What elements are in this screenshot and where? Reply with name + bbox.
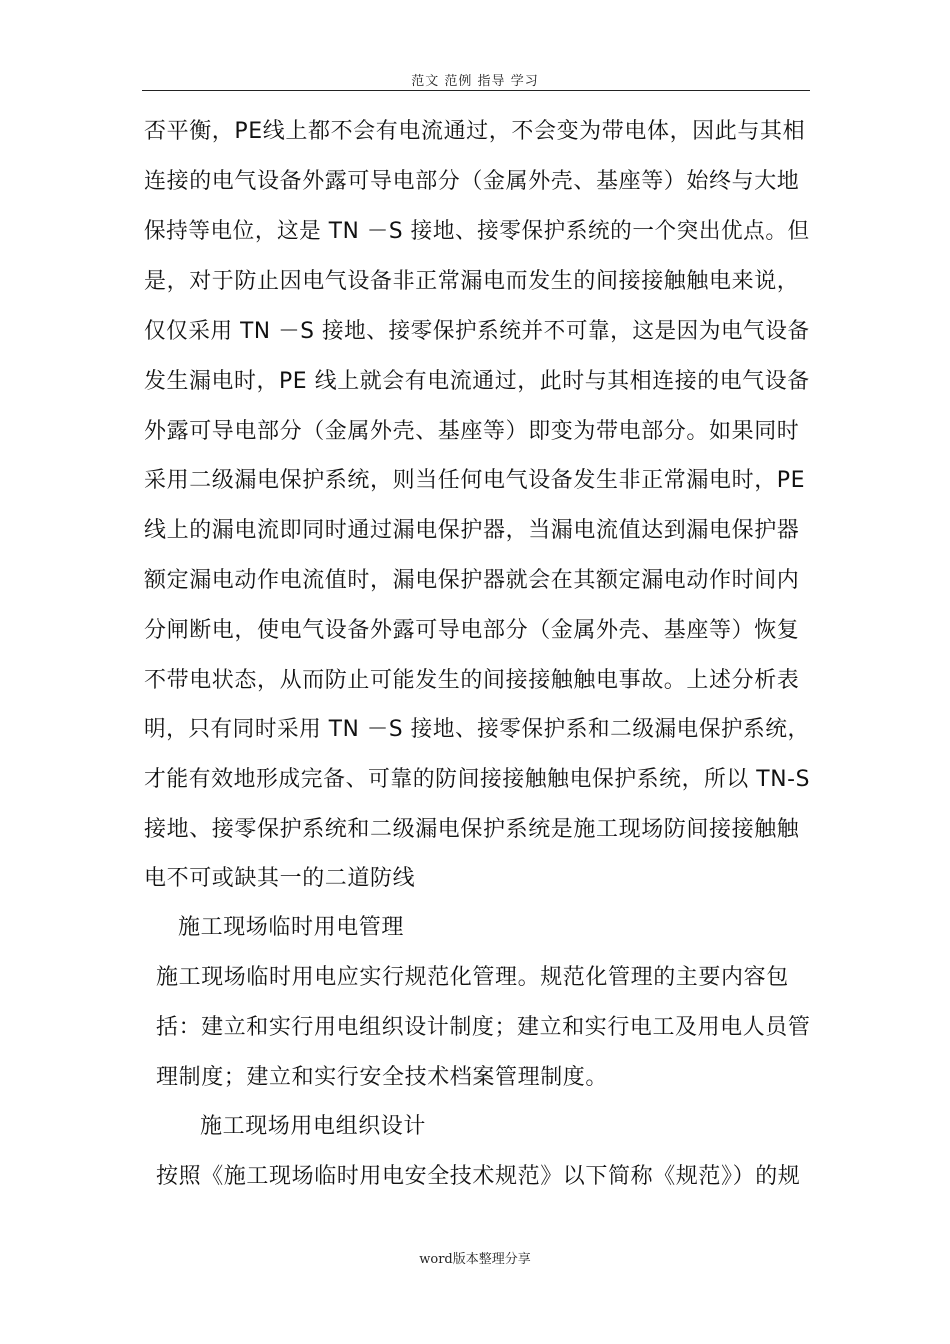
text-line: 明，只有同时采用 TN －S 接地、接零保护系和二级漏电保护系统，	[144, 717, 810, 742]
text-line: 分闸断电，使电气设备外露可导电部分（金属外壳、基座等）恢复	[144, 618, 800, 643]
text-line: 电不可或缺其一的二道防线	[144, 866, 416, 891]
text-line: 外露可导电部分（金属外壳、基座等）即变为带电部分。如果同时	[144, 419, 800, 444]
text-line: 线上的漏电流即同时通过漏电保护器，当漏电流值达到漏电保护器	[144, 518, 800, 543]
text-line: 不带电状态，从而防止可能发生的间接接触触电事故。上述分析表	[144, 668, 800, 693]
section-heading: 施工现场临时用电管理	[178, 915, 405, 940]
text-line: 才能有效地形成完备、可靠的防间接接触触电保护系统，所以 TN-S	[144, 767, 811, 792]
section-heading: 施工现场用电组织设计	[200, 1114, 427, 1139]
text-line: 仅仅采用 TN －S 接地、接零保护系统并不可靠，这是因为电气设备	[144, 319, 810, 344]
text-line: 发生漏电时，PE 线上就会有电流通过，此时与其相连接的电气设备	[144, 369, 810, 394]
text-line: 否平衡，PE线上都不会有电流通过，不会变为带电体，因此与其相	[144, 119, 806, 144]
text-line: 连接的电气设备外露可导电部分（金属外壳、基座等）始终与大地	[144, 169, 800, 194]
header-text: 范文 范例 指导 学习	[411, 74, 539, 89]
text-line: 施工现场临时用电应实行规范化管理。规范化管理的主要内容包	[156, 965, 789, 990]
header-rule	[142, 90, 810, 91]
text-line: 采用二级漏电保护系统，则当任何电气设备发生非正常漏电时，PE	[144, 468, 806, 493]
text-line: 是，对于防止因电气设备非正常漏电而发生的间接接触触电来说，	[144, 269, 800, 294]
text-line: 理制度；建立和实行安全技术档案管理制度。	[156, 1065, 609, 1090]
text-line: 额定漏电动作电流值时，漏电保护器就会在其额定漏电动作时间内	[144, 568, 800, 593]
text-line: 按照《施工现场临时用电安全技术规范》以下简称《规范》）的规	[156, 1164, 801, 1189]
page-footer: word版本整理分享	[419, 1252, 531, 1267]
text-line: 保持等电位，这是 TN －S 接地、接零保护系统的一个突出优点。但	[144, 219, 810, 244]
text-line: 接地、接零保护系统和二级漏电保护系统是施工现场防间接接触触	[144, 817, 800, 842]
text-line: 括：建立和实行用电组织设计制度；建立和实行电工及用电人员管	[156, 1015, 811, 1040]
